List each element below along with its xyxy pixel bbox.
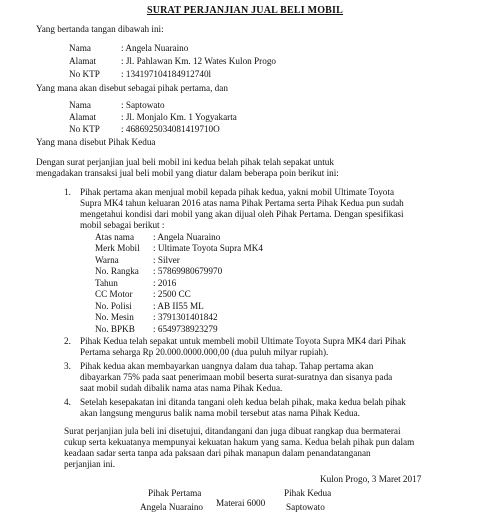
point-number: 3. bbox=[64, 361, 71, 371]
party2-ktp-value: : 4686925034081419710O bbox=[121, 124, 220, 134]
party1-address-label: Alamat bbox=[69, 56, 97, 66]
party1-ktp-value: : 134197104184912740l bbox=[121, 69, 212, 79]
first-party-title: Pihak Pertama bbox=[148, 488, 202, 498]
point-number: 2. bbox=[64, 336, 71, 346]
closing-line: perjanjian ini. bbox=[64, 459, 116, 469]
point-line: Pihak pertama akan menjual mobil kepada pihak kedua, yakni mobil Ultimate Toyota bbox=[80, 187, 395, 197]
spec-label: No. Mesin bbox=[95, 312, 134, 322]
opening-line: mengadakan transaksi jual beli mobil yang diatur dalam beberapa poin berikut ini: bbox=[36, 168, 339, 178]
party2-ktp-label: No KTP bbox=[69, 124, 100, 134]
closing-line: cukup serta kekuatanya mempunyai kekuatan hakum yang sama. Kedua belah pihak pun dalam bbox=[64, 437, 415, 447]
spec-value: : Ultimate Toyota Supra MK4 bbox=[153, 243, 263, 253]
point-line: Supra MK4 tahun keluaran 2016 atas nama Pihak Pertama serta Pihak Kedua pun sudah bbox=[80, 198, 404, 208]
party2-address-label: Alamat bbox=[69, 112, 97, 122]
spec-label: No. Rangka bbox=[95, 266, 139, 276]
spec-value: : 2500 CC bbox=[153, 289, 191, 299]
point-line: Setelah kesepakatan ini ditanda tangani oleh kedua belah pihak, maka kedua belah pihak bbox=[80, 397, 406, 407]
point-line: mobil sebagai berikut : bbox=[80, 220, 165, 230]
point-number: 4. bbox=[64, 397, 71, 407]
spec-label: No. Polisi bbox=[95, 301, 132, 311]
spec-value: : 6549738923279 bbox=[153, 324, 218, 334]
party2-name-value: : Saptowato bbox=[121, 100, 165, 110]
second-party-name: Saptowato bbox=[286, 502, 325, 512]
second-party-title: Pihak Kedua bbox=[284, 488, 332, 498]
intro-text: Yang bertanda tangan dibawah ini: bbox=[36, 24, 164, 34]
party2-name-label: Nama bbox=[69, 100, 91, 110]
point-line: Pertama seharga Rp 20.000.0000.000,00 (dua puluh milyar rupiah). bbox=[80, 347, 329, 357]
place-date: Kulon Progo, 3 Maret 2017 bbox=[320, 474, 422, 484]
point-line: Pihak Kedua telah sepakat untuk membeli mobil Ultimate Toyota Supra MK4 dari Pihak bbox=[80, 336, 406, 346]
point-line: mengetahui kondisi dari mobil yang akan dijual oleh Pihak Pertama. Dengan spesifikasi bbox=[80, 209, 404, 219]
party1-name-value: : Angela Nuaraino bbox=[121, 43, 189, 53]
party2-note: Yang mana disebut Pihak Kedua bbox=[36, 137, 156, 147]
first-party-name: Angela Nuaraino bbox=[140, 502, 204, 512]
point-number: 1. bbox=[64, 187, 71, 197]
party1-ktp-label: No KTP bbox=[69, 69, 100, 79]
party1-address-value: : Jl. Pahlawan Km. 12 Wates Kulon Progo bbox=[121, 56, 277, 66]
document-title: SURAT PERJANJIAN JUAL BELI MOBIL bbox=[146, 5, 344, 16]
closing-line: Surat perjanjian jula beli ini disetujui, ditandangani dan juga dibuat rangkap dua bermaterai bbox=[64, 426, 401, 436]
point-line: Pihak kedua akan membayarkan uangnya dalam dua tahap. Tahap pertama akan bbox=[80, 361, 374, 371]
opening-line: Dengan surat perjanjian jual beli mobil ini kedua belah pihak telah sepakat untuk bbox=[36, 157, 334, 167]
spec-value: : 3791301401842 bbox=[153, 312, 218, 322]
spec-label: Tahun bbox=[95, 278, 118, 288]
closing-line: keadaan sadar serta tanpa ada paksaan dari pihak manapun dalam penandatanganan bbox=[64, 448, 371, 458]
spec-value: : Angela Nuaraino bbox=[153, 232, 221, 242]
spec-label: Atas nama bbox=[95, 232, 135, 242]
point-line: dibayarkan 75% pada saat penerimaan mobil beserta surat-suratnya dan sisanya pada bbox=[80, 372, 393, 382]
spec-label: Merk Mobil bbox=[95, 243, 140, 253]
stamp-label: Materai 6000 bbox=[216, 498, 266, 508]
party1-note: Yang mana akan disebut sebagai pihak pertama, dan bbox=[36, 83, 228, 93]
party1-name-label: Nama bbox=[69, 43, 91, 53]
spec-label: CC Motor bbox=[95, 289, 133, 299]
spec-label: Warna bbox=[95, 255, 119, 265]
spec-value: : 57869980679970 bbox=[153, 266, 223, 276]
spec-value: : Silver bbox=[153, 255, 180, 265]
spec-value: : 2016 bbox=[153, 278, 177, 288]
spec-value: : AB II55 ML bbox=[153, 301, 204, 311]
point-line: akan langsung mengurus balik nama mobil tersebut atas nama Pihak Kedua. bbox=[80, 408, 360, 418]
point-line: saat mobil sudah dibalik nama atas nama Pihak Kedua. bbox=[80, 383, 283, 393]
party2-address-value: : Jl. Monjalo Km. 1 Yogyakarta bbox=[121, 112, 237, 122]
spec-label: No. BPKB bbox=[95, 324, 135, 334]
